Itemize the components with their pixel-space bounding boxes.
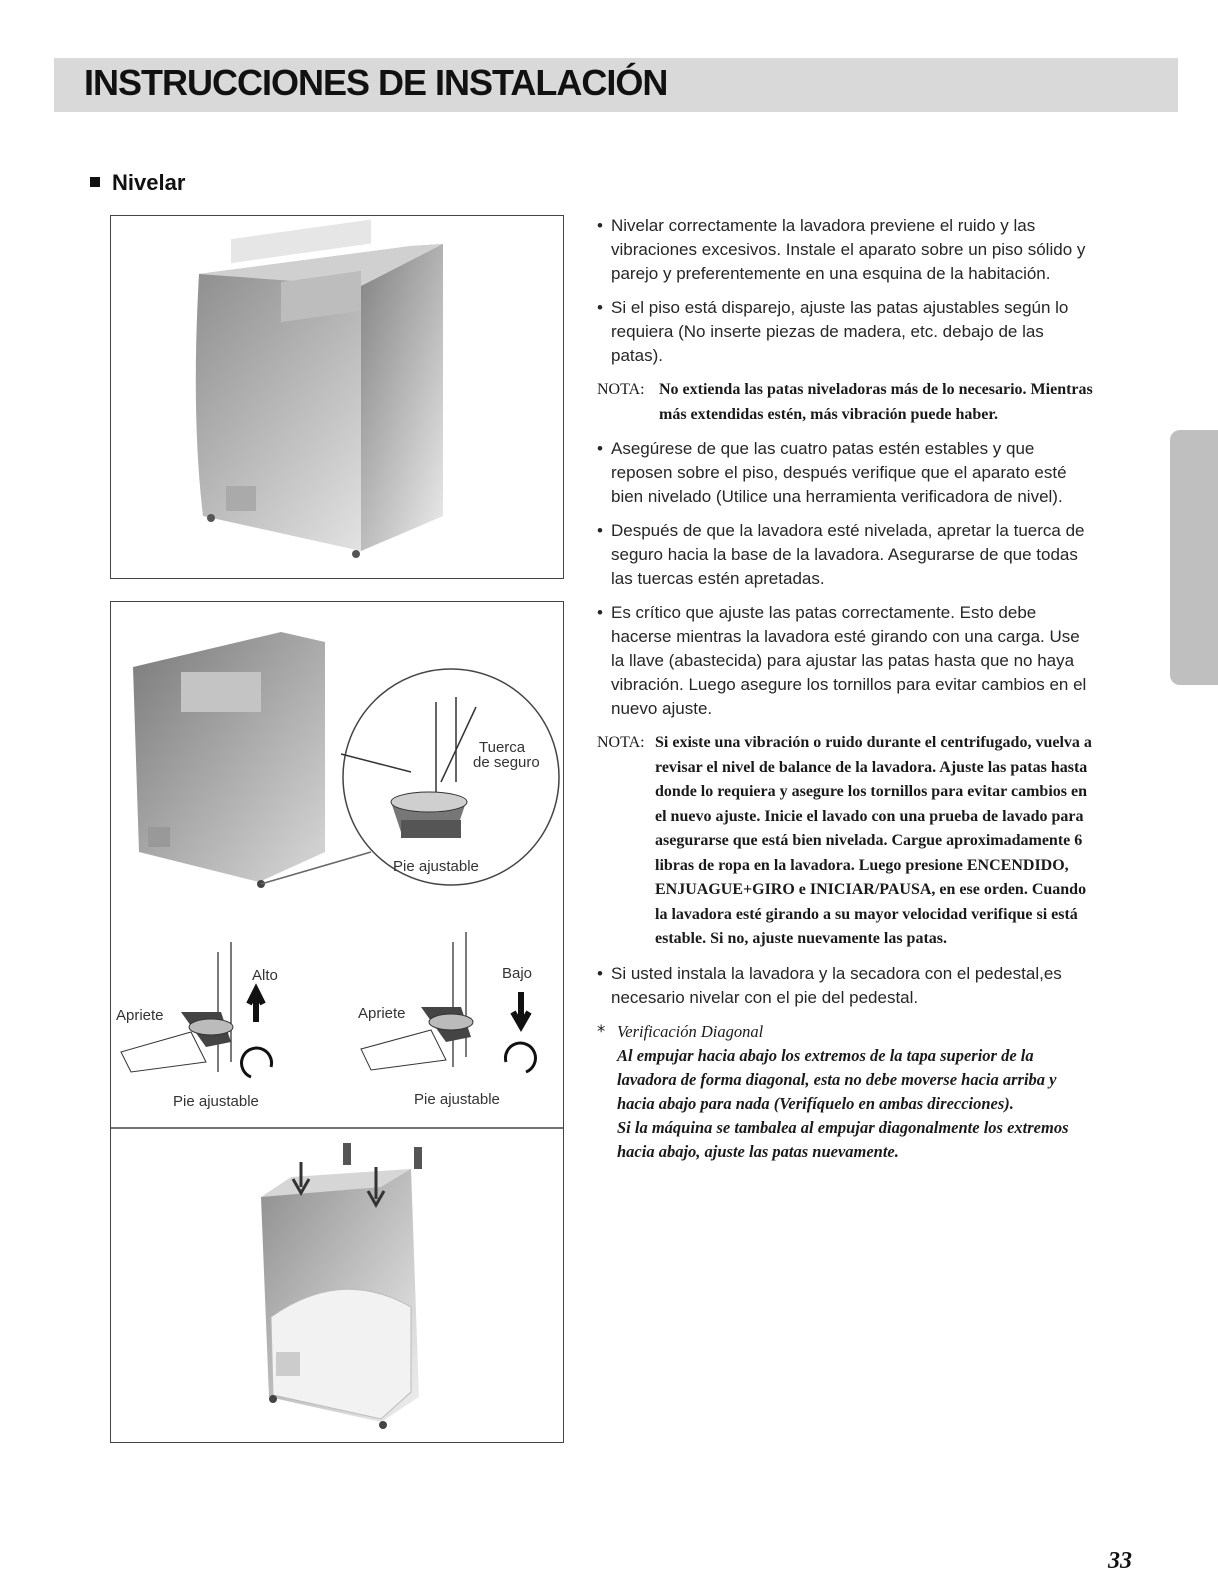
diagonal-check-text: Si la máquina se tambalea al empujar diagonalmente los extremos hacia abajo, ajuste las patas nuevamente.: [617, 1117, 1069, 1161]
foot-left-label: Pie ajustable: [173, 1093, 259, 1110]
note-text: No extienda las patas niveladoras más de lo necesario. Mientras más extendidas estén, más vibración puede haber.: [659, 381, 1093, 423]
nut-label-2: de seguro: [473, 754, 540, 771]
apriete-right-label: Apriete: [358, 1005, 406, 1022]
diagonal-check-note: [597, 1020, 1097, 1164]
note-text: Si existe una vibración o ruido durante el centrifugado, vuelva a revisar el nivel de balance de la lavadora. Ajuste las patas hasta donde lo requiera y asegure los tornillos para evitar cambios en el nuevo ajuste. Inicie el lavado con una prueba de lavado para asegurarse que está bien nivelada. Cargue aproximadamente 6 libras de ropa en la lavadora. Luego presione ENCENDIDO, ENJUAGUE+GIRO e INICIAR/PAUSA, en ese orden. Cuando la lavadora esté girando a su mayor velocidad verifique si está estable. Si no, ajuste nuevamente las patas.: [655, 734, 1092, 947]
diagonal-check-text: Al empujar hacia abajo los extremos de la tapa superior de la lavadora de forma diagonal, esta no debe moverse hacia arriba y hacia abajo para nada (Verifíquelo en ambas direcciones).: [617, 1045, 1057, 1113]
figure-diagonal-panel: [110, 1137, 564, 1443]
alto-label: Alto: [252, 967, 278, 984]
header-bar: [54, 58, 1178, 112]
instruction-item: [597, 519, 1097, 591]
foot-label: Pie ajustable: [393, 858, 479, 875]
instruction-text: Si el piso está disparejo, ajuste las patas ajustables según lo requiera (No inserte piezas de madera, etc. debajo de las patas).: [611, 298, 1069, 365]
instruction-item: [597, 962, 1097, 1010]
diagonal-check-illustration: [111, 1137, 563, 1442]
asterisk-icon: *: [597, 1021, 606, 1041]
instruction-text: Si usted instala la lavadora y la secadora con el pedestal,es necesario nivelar con el pie del pedestal.: [611, 963, 1062, 1007]
figure-leveling-panel: [110, 601, 564, 1139]
instruction-item: [597, 601, 1097, 721]
note-label: NOTA:: [597, 381, 645, 398]
instruction-item: [597, 437, 1097, 509]
bullet-dot: •: [597, 963, 603, 983]
instruction-text: Nivelar correctamente la lavadora previene el ruido y las vibraciones excesivos. Instale el aparato sobre un piso sólido y parejo y preferentemente en una esquina de la habitación.: [611, 216, 1086, 283]
bullet-dot: •: [597, 298, 603, 317]
apriete-left-label: Apriete: [116, 1007, 164, 1024]
section-title: Nivelar: [112, 170, 186, 195]
instruction-text: Asegúrese de que las cuatro patas estén estables y que reposen sobre el piso, después verifique que el aparato esté bien nivelado (Utilice una herramienta verificadora de nivel).: [611, 439, 1067, 506]
instructions-column: [597, 214, 1097, 1164]
instruction-item: [597, 214, 1097, 286]
bullet-dot: •: [597, 216, 603, 235]
side-tab: [1170, 430, 1218, 685]
bullet-dot: •: [597, 521, 603, 540]
washer-illustration: [111, 216, 563, 578]
diagonal-check-title: Verificación Diagonal: [617, 1021, 764, 1041]
square-bullet-icon: [90, 177, 100, 187]
bajo-label: Bajo: [502, 965, 533, 982]
instruction-text: Después de que la lavadora esté nivelada, apretar la tuerca de seguro hacia la base de la lavadora. Asegurarse de que todas las tuercas estén apretadas.: [611, 521, 1085, 588]
note-block: [597, 378, 1097, 427]
bullet-dot: •: [597, 439, 603, 458]
figure-washer-panel: [110, 215, 564, 579]
section-heading: [90, 170, 185, 196]
bullet-dot: •: [597, 603, 603, 622]
page-number: 33: [1108, 1548, 1132, 1574]
nut-label-1: Tuerca: [479, 739, 526, 756]
note-block: [597, 731, 1097, 952]
instruction-item: [597, 296, 1097, 368]
foot-right-label: Pie ajustable: [414, 1091, 500, 1108]
leveling-illustration: [111, 602, 563, 1138]
page-title: INSTRUCCIONES DE INSTALACIÓN: [84, 62, 668, 103]
instruction-text: Es crítico que ajuste las patas correctamente. Esto debe hacerse mientras la lavadora esté girando con una carga. Use la llave (abastecida) para ajustar las patas hasta que no haya vibración. Luego asegure los tornillos para evitar cambios en el nuevo ajuste.: [611, 603, 1087, 718]
note-label: NOTA:: [597, 734, 645, 751]
